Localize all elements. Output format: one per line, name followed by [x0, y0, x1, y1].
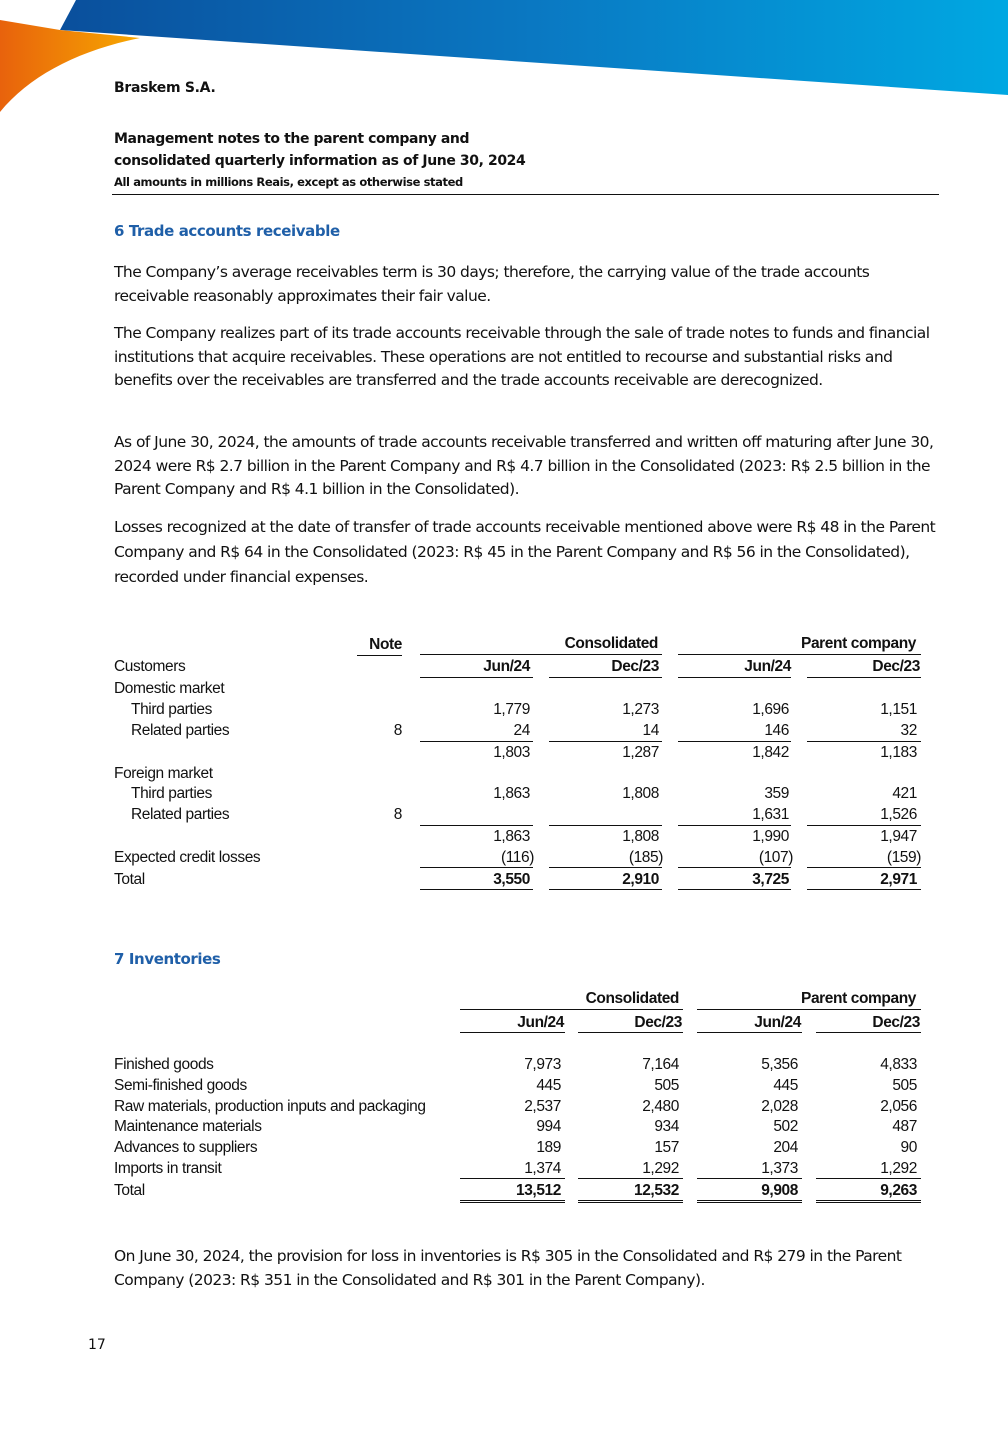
cell-value: 5,356 [761, 1056, 798, 1073]
parent-company-group-header: Parent company [801, 635, 916, 652]
cell-value: 1,696 [752, 701, 789, 718]
document-title-line2: consolidated quarterly information as of June 30, 2024 [114, 153, 526, 169]
cell-value: 359 [764, 785, 789, 802]
cell-value: 1,779 [493, 701, 530, 718]
cell-value: 2,480 [642, 1098, 679, 1115]
total-value: 3,725 [752, 871, 789, 888]
row-label: Imports in transit [114, 1160, 222, 1177]
cell-value: 204 [773, 1139, 798, 1156]
total-value: 9,263 [880, 1182, 917, 1199]
row-label: Third parties [131, 785, 212, 802]
cell-value: 1,374 [524, 1160, 561, 1177]
row-label: Related parties [131, 806, 230, 823]
subtotal-value: 1,842 [752, 744, 789, 761]
total-value: 13,512 [515, 1182, 561, 1199]
subtotal-value: 1,287 [622, 744, 659, 761]
total-value: 12,532 [633, 1182, 679, 1199]
row-label: Advances to suppliers [114, 1139, 258, 1156]
cell-value: 1,863 [493, 785, 530, 802]
cell-value: 90 [900, 1139, 917, 1156]
parent-company-group-header: Parent company [801, 990, 916, 1007]
cell-value: 32 [900, 722, 917, 739]
cell-value: 1,151 [880, 701, 917, 718]
subtotal-value: 1,863 [493, 828, 530, 845]
cell-value: 1,292 [880, 1160, 917, 1177]
col-header-cons-dec23: Dec/23 [611, 658, 659, 675]
cell-value: 1,526 [880, 806, 917, 823]
row-label-total: Total [114, 871, 145, 888]
col-header-cons-jun24: Jun/24 [517, 1014, 564, 1031]
subtotal-value: 1,808 [622, 828, 659, 845]
cell-value: 14 [642, 722, 659, 739]
section-6-paragraph-2: The Company realizes part of its trade accounts receivable through the sale of trade notes to funds and financial institutions that acquire receivables. These operations are not entitled to recourse and substantial risks and benefits over the receivables are transferred and the trade accounts receivable are derecognized. [114, 324, 930, 389]
col-header-cons-dec23: Dec/23 [634, 1014, 682, 1031]
cell-value: (159) [886, 849, 921, 866]
note-column-header: Note [369, 636, 402, 653]
cell-value: 505 [892, 1077, 917, 1094]
cell-value: 1,292 [642, 1160, 679, 1177]
total-value: 2,971 [880, 871, 917, 888]
page-number: 17 [88, 1337, 106, 1353]
cell-value: 505 [654, 1077, 679, 1094]
row-label: Third parties [131, 701, 212, 718]
col-header-parent-dec23: Dec/23 [872, 658, 920, 675]
cell-value: 7,973 [524, 1056, 561, 1073]
row-label: Raw materials, production inputs and packaging [114, 1098, 426, 1115]
section-7-title: 7 Inventories [114, 950, 221, 968]
cell-value: 2,537 [524, 1098, 561, 1115]
cell-value: 24 [513, 722, 530, 739]
row-label: Related parties [131, 722, 230, 739]
cell-value: 146 [764, 722, 789, 739]
cell-value: (107) [758, 849, 793, 866]
row-label: Foreign market [114, 765, 213, 782]
row-label: Customers [114, 658, 186, 675]
row-label: Finished goods [114, 1056, 214, 1073]
total-value: 9,908 [761, 1182, 798, 1199]
document-title-line1: Management notes to the parent company and [114, 131, 470, 147]
row-label-total: Total [114, 1182, 145, 1199]
consolidated-group-header: Consolidated [564, 635, 658, 652]
cell-value: 445 [773, 1077, 798, 1094]
row-label: Domestic market [114, 680, 225, 697]
col-header-parent-dec23: Dec/23 [872, 1014, 920, 1031]
cell-value: 421 [892, 785, 917, 802]
cell-value: 4,833 [880, 1056, 917, 1073]
cell-value: 934 [654, 1118, 679, 1135]
cell-value: 2,056 [880, 1098, 917, 1115]
total-value: 2,910 [622, 871, 659, 888]
section-6-title: 6 Trade accounts receivable [114, 222, 340, 240]
cell-value: 7,164 [642, 1056, 679, 1073]
cell-value: 445 [536, 1077, 561, 1094]
row-label: Expected credit losses [114, 849, 261, 866]
col-header-parent-jun24: Jun/24 [744, 658, 791, 675]
note-ref: 8 [393, 806, 402, 823]
cell-value: 994 [536, 1118, 561, 1135]
section-6-paragraph-3: As of June 30, 2024, the amounts of trade accounts receivable transferred and written off maturing after June 30, 2024 were R$ 2.7 billion in the Parent Company and R$ 4.7 billion in the Consolidated (2023: R$ 2.5 billion in the Parent Company and R$ 4.1 billion in the Consolidated). [114, 433, 934, 498]
col-header-parent-jun24: Jun/24 [754, 1014, 801, 1031]
total-value: 3,550 [493, 871, 530, 888]
company-name: Braskem S.A. [114, 80, 216, 96]
subtotal-value: 1,990 [752, 828, 789, 845]
cell-value: (185) [628, 849, 663, 866]
row-label: Maintenance materials [114, 1118, 262, 1135]
cell-value: 1,373 [761, 1160, 798, 1177]
document-subtitle: All amounts in millions Reais, except as otherwise stated [114, 175, 463, 189]
subtotal-value: 1,803 [493, 744, 530, 761]
col-header-cons-jun24: Jun/24 [483, 658, 530, 675]
cell-value: 2,028 [761, 1098, 798, 1115]
cell-value: 189 [536, 1139, 561, 1156]
cell-value: 487 [892, 1118, 917, 1135]
cell-value: 157 [654, 1139, 679, 1156]
consolidated-group-header: Consolidated [585, 990, 679, 1007]
section-6-paragraph-4: Losses recognized at the date of transfer of trade accounts receivable mentioned above were R$ 48 in the Parent Company and R$ 64 in the Consolidated (2023: R$ 45 in the Parent Company and R$ 56 in the Consolidated), recorded under financial expenses. [114, 518, 936, 586]
subtotal-value: 1,947 [880, 828, 917, 845]
cell-value: 1,631 [752, 806, 789, 823]
cell-value: 1,808 [622, 785, 659, 802]
section-7-closing-paragraph: On June 30, 2024, the provision for loss in inventories is R$ 305 in the Consolidated and R$ 279 in the Parent Company (2023: R$ 351 in the Consolidated and R$ 301 in the Parent Company). [114, 1247, 902, 1289]
note-ref: 8 [393, 722, 402, 739]
cell-value: 1,273 [622, 701, 659, 718]
cell-value: (116) [500, 849, 534, 866]
subtotal-value: 1,183 [880, 744, 917, 761]
cell-value: 502 [773, 1118, 798, 1135]
section-6-paragraph-1: The Company’s average receivables term is 30 days; therefore, the carrying value of the trade accounts receivable reasonably approximates their fair value. [114, 263, 870, 305]
row-label: Semi-finished goods [114, 1077, 247, 1094]
